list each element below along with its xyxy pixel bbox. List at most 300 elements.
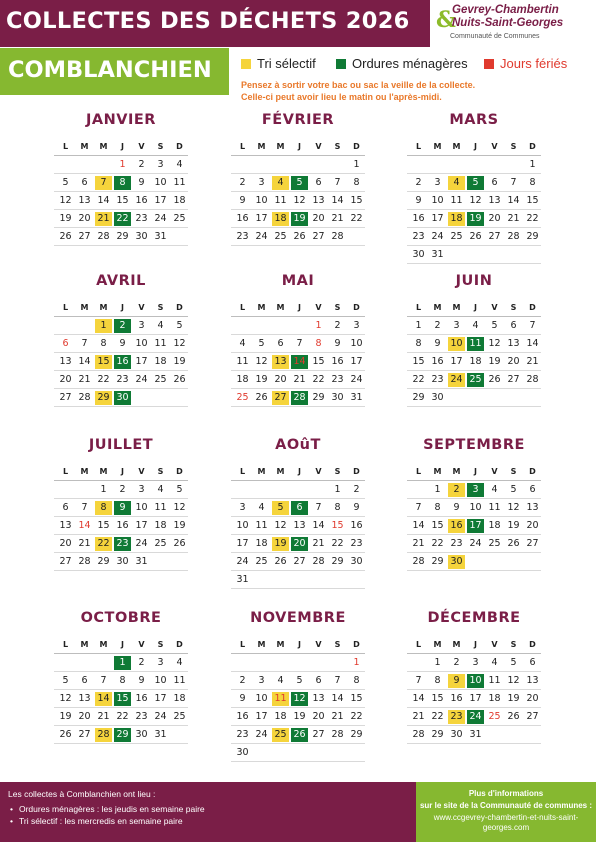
week-row [407, 499, 541, 517]
week-row [54, 156, 188, 174]
weekday-header [231, 463, 365, 481]
om-collection-day: 28 [291, 391, 308, 405]
weekday-label: D [353, 303, 360, 312]
day-cell: 19 [59, 711, 72, 722]
om-collection-day: 6 [291, 501, 308, 515]
day-cell: 28 [507, 231, 520, 242]
weekday-label: V [138, 467, 145, 476]
weekday-label: J [298, 142, 301, 151]
week-row [231, 389, 365, 407]
day-cell: 5 [510, 657, 517, 668]
day-cell: 31 [431, 249, 444, 260]
logo-line-1: Gevrey-Chambertin [452, 4, 559, 16]
day-cell: 3 [239, 502, 246, 513]
weekday-label: L [62, 640, 69, 649]
weekday-label: S [157, 640, 164, 649]
week-row [407, 708, 541, 726]
weekday-label: J [298, 640, 301, 649]
logo-line-2: Nuits-Saint-Georges [452, 17, 564, 29]
day-cell: 18 [488, 520, 501, 531]
weekday-header [54, 636, 188, 654]
day-cell: 16 [412, 213, 425, 224]
day-cell: 19 [293, 711, 306, 722]
logo-subtitle: Communauté de Communes [450, 33, 540, 40]
day-cell: 18 [173, 693, 186, 704]
day-cell: 13 [293, 520, 306, 531]
day-cell: 11 [173, 675, 186, 686]
weekday-label: M [452, 303, 461, 312]
day-cell: 2 [138, 657, 145, 668]
legend-feries [484, 56, 567, 71]
weekday-label: D [353, 640, 360, 649]
day-cell: 16 [135, 693, 148, 704]
day-cell: 4 [491, 657, 498, 668]
om-collection-day: 19 [291, 212, 308, 226]
week-row [407, 517, 541, 535]
tri-collection-day: 7 [95, 176, 112, 190]
week-row [407, 246, 541, 264]
day-cell: 20 [78, 711, 91, 722]
holiday-day: 14 [78, 520, 91, 531]
tri-collection-day: 28 [95, 728, 112, 742]
weekday-label: D [176, 142, 183, 151]
cc-logo [430, 0, 596, 47]
holiday-day: 6 [62, 338, 69, 349]
week-row [231, 192, 365, 210]
weekday-label: S [334, 303, 341, 312]
month-calendar [407, 610, 541, 746]
day-cell: 16 [236, 711, 249, 722]
week-row [231, 481, 365, 499]
week-row [54, 499, 188, 517]
day-cell: 21 [97, 711, 110, 722]
day-cell: 16 [236, 213, 249, 224]
day-cell: 15 [116, 195, 129, 206]
day-cell: 10 [135, 338, 148, 349]
legend-tri-label: Tri sélectif [257, 56, 316, 71]
month-calendar [231, 273, 365, 409]
weekday-label: V [491, 142, 498, 151]
day-cell: 27 [312, 729, 325, 740]
om-collection-day: 19 [467, 212, 484, 226]
day-cell: 12 [173, 338, 186, 349]
day-cell: 24 [135, 374, 148, 385]
day-cell: 23 [236, 729, 249, 740]
weekday-label: D [176, 467, 183, 476]
day-cell: 18 [488, 693, 501, 704]
day-cell: 5 [510, 484, 517, 495]
month-name: JUILLET [88, 437, 154, 453]
holiday-day: 25 [236, 392, 249, 403]
day-cell: 12 [255, 356, 268, 367]
tri-collection-day: 13 [272, 355, 289, 369]
day-cell: 10 [255, 693, 268, 704]
day-cell: 9 [138, 675, 145, 686]
day-cell: 11 [450, 195, 463, 206]
holiday-day: 1 [353, 657, 360, 668]
day-cell: 29 [412, 392, 425, 403]
week-row [231, 672, 365, 690]
month-calendar [407, 437, 541, 573]
day-cell: 22 [312, 374, 325, 385]
day-cell: 24 [255, 729, 268, 740]
day-cell: 22 [331, 538, 344, 549]
day-cell: 4 [157, 484, 164, 495]
month-name: SEPTEMBRE [423, 437, 525, 453]
day-cell: 21 [331, 213, 344, 224]
day-cell: 3 [157, 159, 164, 170]
day-cell: 2 [353, 484, 360, 495]
day-cell: 27 [59, 392, 72, 403]
day-cell: 11 [236, 356, 249, 367]
day-cell: 7 [315, 502, 322, 513]
day-cell: 2 [239, 675, 246, 686]
day-cell: 29 [116, 231, 129, 242]
om-swatch [336, 59, 346, 69]
om-collection-day: 17 [467, 519, 484, 533]
day-cell: 20 [59, 538, 72, 549]
week-row [231, 708, 365, 726]
weekday-label: L [415, 142, 422, 151]
schedule-tri: • Tri sélectif : les mercredis en semaine paire [8, 815, 205, 827]
day-cell: 10 [154, 177, 167, 188]
day-cell: 23 [116, 374, 129, 385]
om-collection-day: 23 [114, 537, 131, 551]
day-cell: 13 [59, 520, 72, 531]
weekday-label: M [80, 467, 89, 476]
weekday-label: M [99, 640, 108, 649]
day-cell: 24 [255, 231, 268, 242]
week-row [231, 654, 365, 672]
holiday-day: 8 [315, 338, 322, 349]
day-cell: 21 [507, 213, 520, 224]
weekday-label: D [529, 303, 536, 312]
day-cell: 14 [526, 338, 539, 349]
day-cell: 23 [331, 374, 344, 385]
day-cell: 10 [154, 675, 167, 686]
om-collection-day: 11 [467, 337, 484, 351]
day-cell: 29 [331, 556, 344, 567]
day-cell: 17 [450, 356, 463, 367]
day-cell: 19 [255, 374, 268, 385]
week-row [54, 317, 188, 335]
day-cell: 6 [62, 502, 69, 513]
day-cell: 17 [469, 693, 482, 704]
day-cell: 12 [507, 675, 520, 686]
weekday-label: M [433, 303, 442, 312]
week-row [54, 672, 188, 690]
weekday-label: S [510, 640, 517, 649]
week-row [54, 690, 188, 708]
day-cell: 23 [412, 231, 425, 242]
weekday-header [407, 299, 541, 317]
day-cell: 17 [236, 538, 249, 549]
tri-collection-day: 8 [95, 501, 112, 515]
day-cell: 5 [491, 320, 498, 331]
om-collection-day: 25 [467, 373, 484, 387]
day-cell: 16 [431, 356, 444, 367]
day-cell: 30 [135, 729, 148, 740]
day-cell: 17 [255, 711, 268, 722]
day-cell: 9 [119, 338, 126, 349]
week-row [407, 174, 541, 192]
week-row [407, 690, 541, 708]
month-name: MARS [449, 112, 499, 128]
day-cell: 20 [507, 356, 520, 367]
week-row [407, 228, 541, 246]
weekday-label: M [99, 467, 108, 476]
day-cell: 8 [119, 675, 126, 686]
website-link[interactable] [416, 813, 596, 833]
om-collection-day: 22 [114, 212, 131, 226]
logo-ampersand: & [436, 7, 456, 33]
om-collection-day: 8 [114, 176, 131, 190]
day-cell: 28 [331, 231, 344, 242]
week-row [54, 389, 188, 407]
weekday-label: M [433, 467, 442, 476]
day-cell: 10 [431, 195, 444, 206]
day-cell: 8 [353, 675, 360, 686]
weekday-label: D [529, 142, 536, 151]
weekday-label: J [121, 142, 124, 151]
day-cell: 31 [135, 556, 148, 567]
weekday-label: J [474, 142, 477, 151]
day-cell: 22 [412, 374, 425, 385]
day-cell: 2 [119, 484, 126, 495]
weekday-label: M [257, 640, 266, 649]
day-cell: 6 [529, 657, 536, 668]
weekday-label: M [99, 303, 108, 312]
day-cell: 6 [81, 675, 88, 686]
day-cell: 1 [434, 657, 441, 668]
day-cell: 9 [239, 693, 246, 704]
weekday-label: M [276, 142, 285, 151]
week-row [407, 389, 541, 407]
day-cell: 9 [415, 195, 422, 206]
day-cell: 22 [350, 711, 363, 722]
day-cell: 13 [78, 195, 91, 206]
week-row [231, 228, 365, 246]
day-cell: 1 [353, 159, 360, 170]
day-cell: 12 [59, 693, 72, 704]
weekday-label: S [510, 142, 517, 151]
tri-collection-day: 27 [272, 391, 289, 405]
day-cell: 9 [239, 195, 246, 206]
day-cell: 15 [412, 356, 425, 367]
day-cell: 18 [255, 538, 268, 549]
weekday-label: M [276, 303, 285, 312]
tri-collection-day: 10 [448, 337, 465, 351]
week-row [231, 517, 365, 535]
day-cell: 30 [350, 556, 363, 567]
schedule-om: • Ordures ménagères : les jeudis en semaine paire [8, 803, 205, 815]
day-cell: 7 [334, 177, 341, 188]
day-cell: 8 [434, 675, 441, 686]
weekday-label: S [157, 303, 164, 312]
week-row [407, 726, 541, 744]
commune-banner [0, 48, 229, 95]
schedule-list [8, 803, 205, 827]
day-cell: 10 [350, 338, 363, 349]
day-cell: 2 [415, 177, 422, 188]
week-row [54, 481, 188, 499]
collection-notice [241, 79, 475, 103]
week-row [54, 353, 188, 371]
day-cell: 3 [353, 320, 360, 331]
month-calendar [54, 437, 188, 573]
day-cell: 7 [100, 675, 107, 686]
day-cell: 30 [116, 556, 129, 567]
day-cell: 28 [412, 556, 425, 567]
day-cell: 13 [507, 338, 520, 349]
month-calendar [54, 112, 188, 248]
tri-collection-day: 29 [95, 391, 112, 405]
day-cell: 26 [469, 231, 482, 242]
day-cell: 27 [526, 711, 539, 722]
day-cell: 27 [78, 729, 91, 740]
weekday-label: L [415, 640, 422, 649]
month-name: MAI [281, 273, 315, 289]
day-cell: 21 [293, 374, 306, 385]
day-cell: 10 [255, 195, 268, 206]
day-cell: 26 [173, 538, 186, 549]
day-cell: 7 [529, 320, 536, 331]
weekday-label: S [334, 467, 341, 476]
day-cell: 13 [526, 502, 539, 513]
weekday-label: S [510, 467, 517, 476]
week-row [54, 335, 188, 353]
weekday-label: V [491, 303, 498, 312]
legend-om [336, 56, 468, 71]
month-name: JANVIER [86, 112, 156, 128]
day-cell: 22 [97, 374, 110, 385]
weekday-label: V [315, 303, 322, 312]
website-url-line-2: georges.com [482, 823, 530, 832]
day-cell: 9 [434, 338, 441, 349]
weekday-label: M [276, 467, 285, 476]
weekday-header [407, 636, 541, 654]
tri-collection-day: 2 [448, 483, 465, 497]
weekday-label: M [80, 640, 89, 649]
day-cell: 13 [488, 195, 501, 206]
notice-line-1: Pensez à sortir votre bac ou sac la veille de la collecte. [241, 80, 476, 90]
day-cell: 6 [315, 177, 322, 188]
day-cell: 31 [154, 729, 167, 740]
day-cell: 30 [412, 249, 425, 260]
notice-line-2: Celle-ci peut avoir lieu le matin ou l'après-midi. [241, 92, 442, 102]
weekday-label: M [452, 467, 461, 476]
day-cell: 4 [472, 320, 479, 331]
day-cell: 19 [173, 520, 186, 531]
day-cell: 28 [78, 556, 91, 567]
day-cell: 15 [431, 693, 444, 704]
day-cell: 6 [81, 177, 88, 188]
day-cell: 26 [488, 374, 501, 385]
day-cell: 18 [274, 711, 287, 722]
week-row [231, 156, 365, 174]
day-cell: 13 [59, 356, 72, 367]
om-collection-day: 5 [467, 176, 484, 190]
tri-collection-day: 4 [272, 176, 289, 190]
day-cell: 20 [312, 213, 325, 224]
day-cell: 2 [334, 320, 341, 331]
holiday-day: 1 [119, 159, 126, 170]
day-cell: 6 [277, 338, 284, 349]
day-cell: 18 [154, 520, 167, 531]
day-cell: 6 [510, 320, 517, 331]
header-banner [0, 0, 596, 47]
day-cell: 8 [529, 177, 536, 188]
weekday-label: M [99, 142, 108, 151]
day-cell: 16 [331, 356, 344, 367]
om-collection-day: 20 [291, 537, 308, 551]
weekday-label: L [239, 467, 246, 476]
day-cell: 12 [59, 195, 72, 206]
day-cell: 25 [488, 538, 501, 549]
day-cell: 22 [526, 213, 539, 224]
legend-feries-label: Jours fériés [500, 56, 568, 71]
day-cell: 21 [78, 538, 91, 549]
tri-collection-day: 25 [272, 728, 289, 742]
weekday-label: L [62, 467, 69, 476]
day-cell: 21 [78, 374, 91, 385]
day-cell: 20 [274, 374, 287, 385]
day-cell: 13 [312, 693, 325, 704]
day-cell: 1 [434, 484, 441, 495]
month-calendar [231, 437, 365, 591]
day-cell: 26 [59, 231, 72, 242]
day-cell: 12 [293, 195, 306, 206]
weekday-label: S [510, 303, 517, 312]
weekday-label: V [491, 467, 498, 476]
week-row [231, 726, 365, 744]
weekday-label: M [452, 142, 461, 151]
om-collection-day: 26 [291, 728, 308, 742]
day-cell: 10 [469, 502, 482, 513]
weekday-header [54, 463, 188, 481]
tri-collection-day: 16 [448, 519, 465, 533]
day-cell: 15 [97, 520, 110, 531]
week-row [54, 726, 188, 744]
weekday-header [54, 299, 188, 317]
weekday-label: J [474, 467, 477, 476]
weekday-header [407, 463, 541, 481]
week-row [407, 156, 541, 174]
day-cell: 5 [296, 675, 303, 686]
day-cell: 12 [173, 502, 186, 513]
weekday-label: J [474, 303, 477, 312]
tri-swatch [241, 59, 251, 69]
day-cell: 19 [507, 693, 520, 704]
day-cell: 4 [157, 320, 164, 331]
weekday-label: J [298, 467, 301, 476]
weekday-header [231, 299, 365, 317]
weekday-label: D [529, 467, 536, 476]
day-cell: 24 [135, 538, 148, 549]
footer-info [416, 782, 596, 842]
weekday-label: D [353, 467, 360, 476]
day-cell: 7 [334, 675, 341, 686]
day-cell: 26 [173, 374, 186, 385]
day-cell: 11 [488, 675, 501, 686]
day-cell: 1 [100, 484, 107, 495]
day-cell: 21 [412, 711, 425, 722]
om-collection-day: 29 [114, 728, 131, 742]
om-collection-day: 10 [467, 674, 484, 688]
day-cell: 28 [412, 729, 425, 740]
day-cell: 29 [350, 729, 363, 740]
feries-swatch [484, 59, 494, 69]
